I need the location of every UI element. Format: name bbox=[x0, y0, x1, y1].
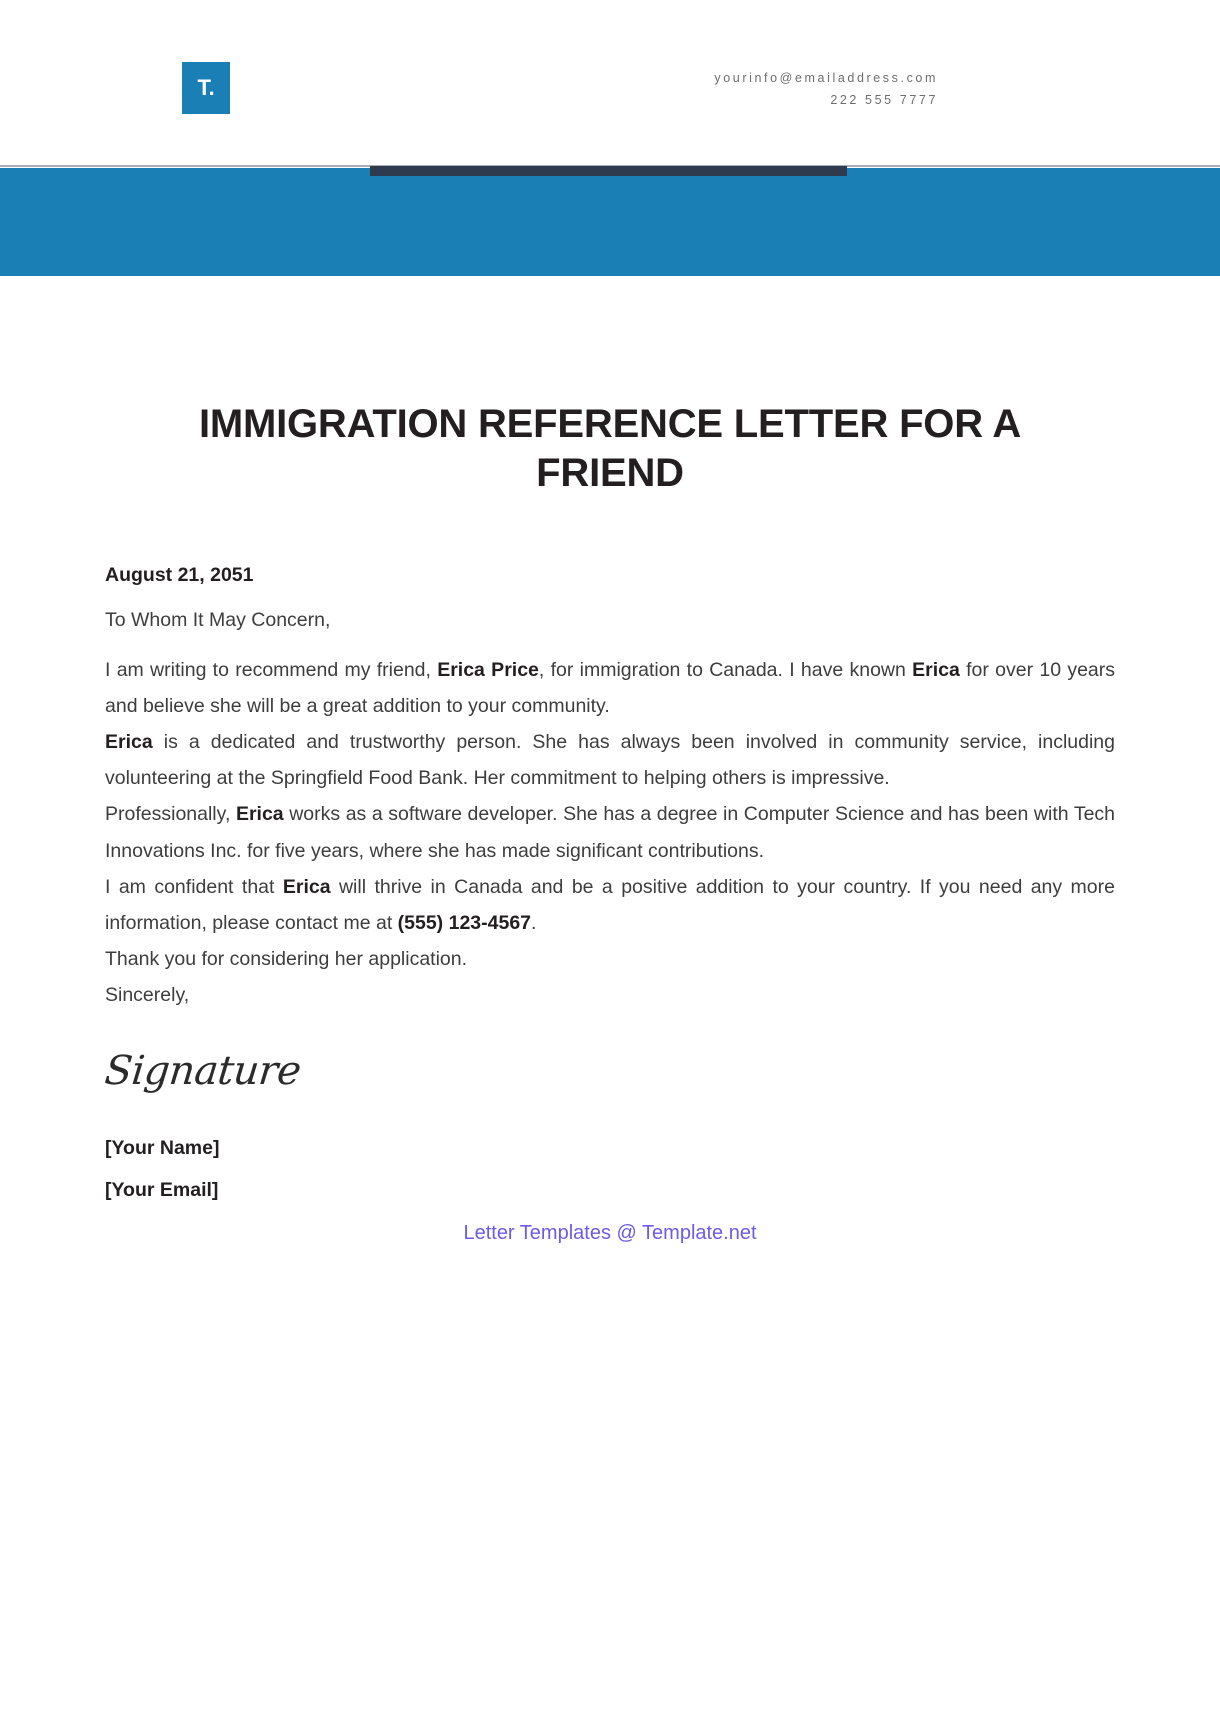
footer-letter-templates-link[interactable]: Letter Templates bbox=[463, 1222, 611, 1245]
contact-phone: 222 555 7777 bbox=[830, 92, 938, 107]
body-text: will thrive in Canada and be a positive addition to your country. If you need any more information, please contact me at bbox=[105, 875, 1115, 934]
body-text: Professionally, bbox=[105, 803, 236, 826]
letter-body bbox=[105, 652, 1115, 1013]
body-text: . bbox=[531, 911, 537, 934]
emphasis-text: Erica bbox=[235, 803, 284, 826]
emphasis-text: Erica Price bbox=[437, 659, 539, 682]
body-text: Thank you for considering her application. bbox=[105, 947, 468, 970]
emphasis-text: Erica bbox=[282, 875, 331, 898]
body-text: I am confident that bbox=[105, 875, 283, 898]
footer-separator: @ bbox=[616, 1222, 637, 1245]
footer-templatenet-link[interactable]: Template.net bbox=[642, 1222, 757, 1245]
signature-script-mark: Signature bbox=[102, 1047, 303, 1094]
body-text: is a dedicated and trustworthy person. She has always been involved in community service, including volunteering at the Springfield Food Bank. Her commitment to helping others is impressive. bbox=[105, 731, 1115, 790]
body-text: works as a software developer. She has a degree in Computer Science and has been with Tech Innovations Inc. for five years, where she has made significant contributions. bbox=[105, 803, 1116, 862]
letter-paragraph-professional bbox=[105, 796, 1115, 868]
emphasis-text: (555) 123-4567 bbox=[397, 911, 532, 934]
letter-content bbox=[102, 400, 1116, 1247]
letter-paragraph-signoff bbox=[105, 977, 1115, 1013]
contact-email: yourinfo@emailaddress.com bbox=[714, 71, 938, 85]
letterhead-contact-block bbox=[714, 68, 938, 112]
letter-paragraph-thanks bbox=[105, 941, 1115, 977]
letter-salutation: To Whom It May Concern, bbox=[105, 608, 331, 631]
logo-letter: T. bbox=[197, 75, 215, 100]
body-text: , for immigration to Canada. I have known bbox=[538, 659, 913, 682]
banner-accent-strip bbox=[370, 166, 847, 176]
body-text: Sincerely, bbox=[105, 983, 190, 1006]
letter-paragraph-intro bbox=[105, 652, 1115, 724]
signer-name: [Your Name] bbox=[105, 1136, 220, 1159]
footer-credit[interactable] bbox=[105, 1219, 1115, 1247]
letter-date: August 21, 2051 bbox=[105, 563, 254, 586]
letterhead bbox=[0, 0, 1220, 168]
emphasis-text: Erica bbox=[912, 659, 960, 682]
signature-block bbox=[102, 1047, 1115, 1109]
letter-paragraph-closing-statement bbox=[105, 869, 1115, 941]
banner-bar bbox=[0, 168, 1220, 276]
body-text: I am writing to recommend my friend, bbox=[105, 659, 438, 682]
letter-paragraph-character bbox=[105, 724, 1115, 796]
signer-email: [Your Email] bbox=[105, 1179, 219, 1202]
emphasis-text: Erica bbox=[105, 731, 153, 754]
page-title: IMMIGRATION REFERENCE LETTER FOR A FRIEND bbox=[198, 402, 1022, 495]
brand-logo-icon bbox=[182, 62, 230, 114]
body-text: for over 10 years and believe she will be a great addition to your community. bbox=[105, 659, 1115, 718]
